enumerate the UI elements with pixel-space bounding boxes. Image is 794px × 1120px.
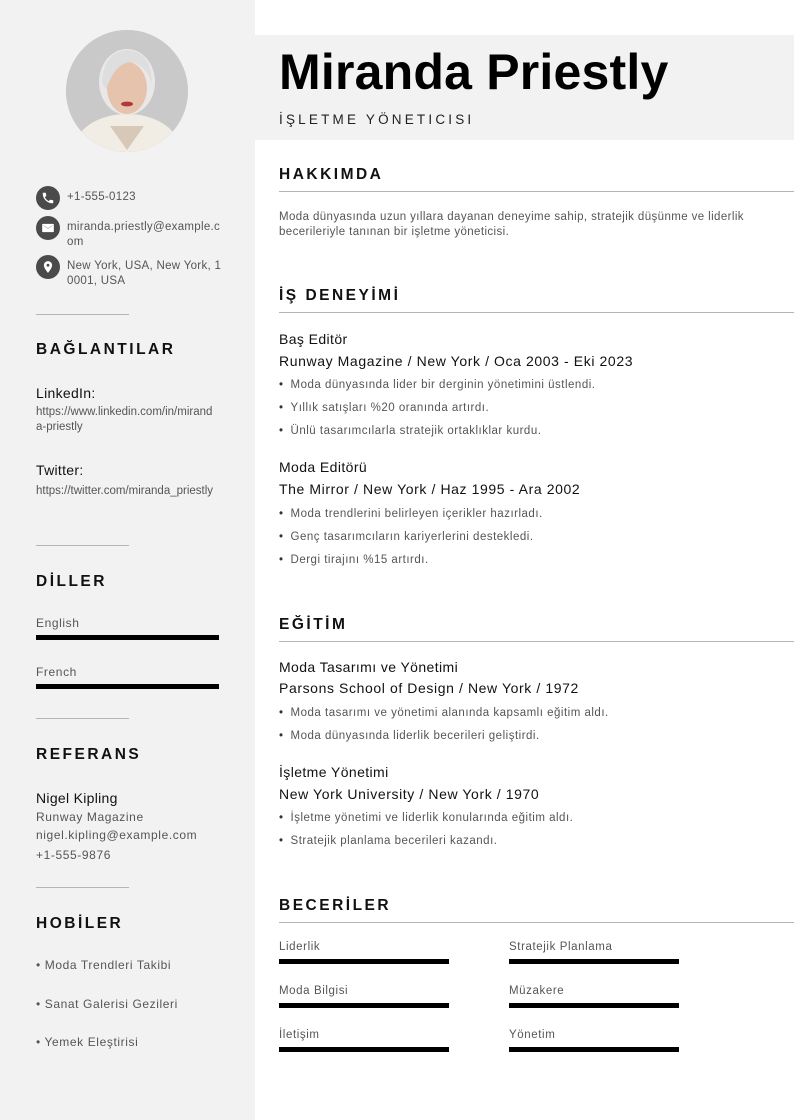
sidebar-divider xyxy=(36,545,129,546)
skill-name: Liderlik xyxy=(279,941,321,953)
section-rule xyxy=(279,191,794,192)
about-heading: HAKKIMDA xyxy=(279,166,384,183)
phone-icon xyxy=(36,186,60,210)
language-level-bar xyxy=(36,635,219,640)
sidebar-divider xyxy=(36,718,129,719)
skill-level-bar xyxy=(509,1047,679,1052)
contact-address xyxy=(36,255,222,289)
contact-email xyxy=(36,216,222,250)
skill-level-bar xyxy=(279,959,449,964)
skill-name: İletişim xyxy=(279,1029,320,1041)
hobby-item: • Yemek Eleştirisi xyxy=(36,1035,139,1049)
reference-heading: REFERANS xyxy=(36,746,142,763)
job-bullet: • Moda dünyasında lider bir derginin yönetimini üstlendi. xyxy=(279,379,595,391)
email-icon xyxy=(36,216,60,240)
location-icon xyxy=(36,255,60,279)
skill-level-bar xyxy=(279,1003,449,1008)
education-org: New York University / New York / 1970 xyxy=(279,786,540,802)
sidebar-divider xyxy=(36,887,129,888)
hobby-item: • Moda Trendleri Takibi xyxy=(36,958,172,972)
education-degree: İşletme Yönetimi xyxy=(279,764,389,780)
education-bullet: • İşletme yönetimi ve liderlik konularında eğitim aldı. xyxy=(279,812,573,824)
job-bullet: • Genç tasarımcıların kariyerlerini destekledi. xyxy=(279,531,534,543)
email-text[interactable]: miranda.priestly@example.com xyxy=(67,221,221,248)
twitter-link[interactable]: https://twitter.com/miranda_priestly xyxy=(36,485,214,497)
skill-name: Stratejik Planlama xyxy=(509,941,613,953)
language-level-bar xyxy=(36,684,219,689)
education-degree: Moda Tasarımı ve Yönetimi xyxy=(279,659,459,675)
job-bullet: • Moda trendlerini belirleyen içerikler hazırladı. xyxy=(279,508,543,520)
job-title: İŞLETME YÖNETICISI xyxy=(279,112,475,127)
reference-name: Nigel Kipling xyxy=(36,790,118,806)
hobbies-heading: HOBİLER xyxy=(36,915,124,932)
job-role: Baş Editör xyxy=(279,331,348,347)
skills-heading: BECERİLER xyxy=(279,897,392,914)
job-bullet: • Dergi tirajını %15 artırdı. xyxy=(279,554,429,566)
skill-level-bar xyxy=(509,959,679,964)
education-bullet: • Moda dünyasında liderlik becerileri geliştirdi. xyxy=(279,730,540,742)
language-name: English xyxy=(36,616,80,630)
skill-level-bar xyxy=(279,1047,449,1052)
languages-heading: DİLLER xyxy=(36,573,107,590)
job-role: Moda Editörü xyxy=(279,459,368,475)
linkedin-link[interactable]: https://www.linkedin.com/in/miranda-priestly xyxy=(36,406,213,433)
experience-heading: İŞ DENEYİMİ xyxy=(279,287,401,304)
education-bullet: • Stratejik planlama becerileri kazandı. xyxy=(279,835,497,847)
reference-phone: +1-555-9876 xyxy=(36,848,111,862)
sidebar xyxy=(0,0,255,1120)
hobby-item: • Sanat Galerisi Gezileri xyxy=(36,997,178,1011)
job-org: Runway Magazine / New York / Oca 2003 - Eki 2023 xyxy=(279,353,634,369)
contact-phone xyxy=(36,186,222,210)
sidebar-divider xyxy=(36,314,129,315)
skill-name: Moda Bilgisi xyxy=(279,985,349,997)
job-bullet: • Yıllık satışları %20 oranında artırdı. xyxy=(279,402,489,414)
section-rule xyxy=(279,641,794,642)
education-bullet: • Moda tasarımı ve yönetimi alanında kapsamlı eğitim aldı. xyxy=(279,707,609,719)
education-org: Parsons School of Design / New York / 1972 xyxy=(279,680,579,696)
address-text: New York, USA, New York, 10001, USA xyxy=(67,260,222,287)
about-text: Moda dünyasında uzun yıllara dayanan deneyime sahip, stratejik düşünme ve liderlik becerileriyle tanınan bir işletme yöneticisi. xyxy=(279,211,744,238)
section-rule xyxy=(279,312,794,313)
skill-level-bar xyxy=(509,1003,679,1008)
skill-name: Yönetim xyxy=(509,1029,556,1041)
skill-name: Müzakere xyxy=(509,985,565,997)
linkedin-label: LinkedIn: xyxy=(36,385,96,401)
language-name: French xyxy=(36,665,77,679)
reference-company: Runway Magazine xyxy=(36,810,144,824)
job-org: The Mirror / New York / Haz 1995 - Ara 2002 xyxy=(279,481,581,497)
job-bullet: • Ünlü tasarımcılarla stratejik ortaklıklar kurdu. xyxy=(279,425,541,437)
person-name: Miranda Priestly xyxy=(279,44,669,100)
reference-email[interactable]: nigel.kipling@example.com xyxy=(36,828,198,842)
profile-photo xyxy=(66,30,188,152)
section-rule xyxy=(279,922,794,923)
education-heading: EĞİTİM xyxy=(279,616,348,633)
links-heading: BAĞLANTILAR xyxy=(36,341,176,358)
twitter-label: Twitter: xyxy=(36,462,84,478)
phone-text: +1-555-0123 xyxy=(67,191,136,203)
